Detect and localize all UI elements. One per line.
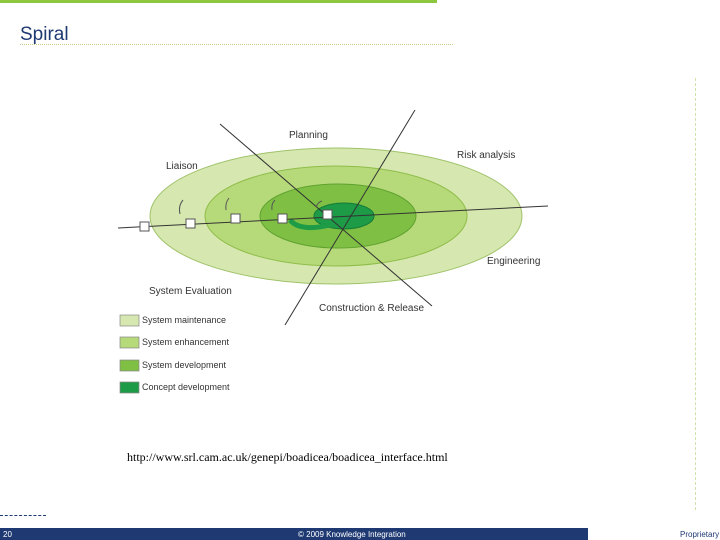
copyright-text: © 2009 Knowledge Integration [298,530,406,539]
label-system-evaluation: System Evaluation [149,286,232,297]
milestone-box [278,214,287,223]
page-number: 20 [3,530,12,539]
legend-label-concept: Concept development [142,382,230,392]
label-construction-release: Construction & Release [319,303,425,314]
slide-title: Spiral [20,24,69,45]
footer-bar [0,528,588,540]
milestone-box [231,214,240,223]
proprietary-label: Proprietary [680,530,720,539]
legend [120,315,230,393]
legend-swatch-enhancement [120,337,139,348]
label-engineering: Engineering [487,256,541,267]
legend-swatch-maintenance [120,315,139,326]
legend-swatch-development [120,360,139,371]
label-liaison: Liaison [166,161,198,172]
milestone-box [323,210,332,219]
label-planning: Planning [289,130,328,141]
legend-swatch-concept [120,382,139,393]
milestone-box [140,222,149,231]
milestone-box [186,219,195,228]
label-risk-analysis: Risk analysis [457,150,516,161]
legend-label-maintenance: System maintenance [142,315,227,325]
source-url-link[interactable]: http://www.srl.cam.ac.uk/genepi/boadicea/boadicea_interface.html [127,450,448,464]
footer-dashed-rule [0,515,46,516]
legend-label-development: System development [142,360,227,370]
legend-label-enhancement: System enhancement [142,337,230,347]
